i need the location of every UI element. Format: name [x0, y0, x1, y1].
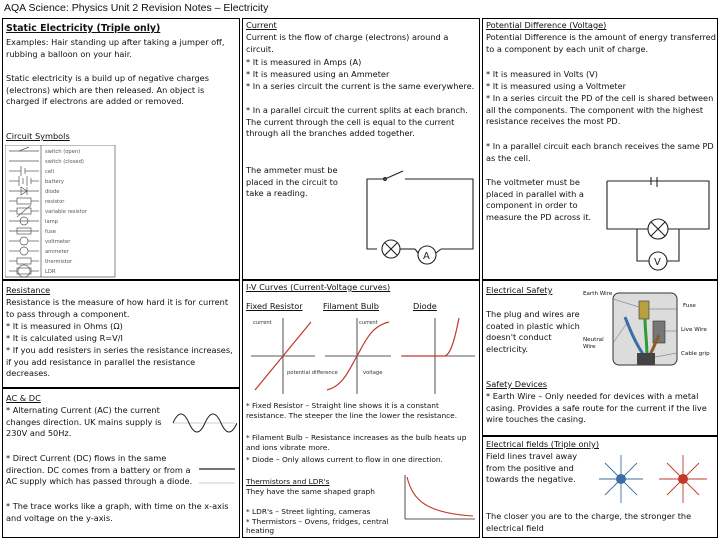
plug-label: Earth Wire — [583, 291, 613, 297]
fields-desc: Field lines travel away from the positive and towards the negative. — [486, 451, 578, 485]
axis-label: potential difference — [287, 370, 338, 376]
iv-bulb-label: Filament Bulb — [323, 301, 379, 311]
current-line: * It is measured using an Ammeter — [246, 69, 390, 79]
thermistor-desc: They have the same shaped graph — [246, 487, 375, 496]
dc-trace — [197, 459, 237, 489]
current-line: * It is measured in Amps (A) — [246, 57, 362, 67]
safety-heading: Electrical Safety — [486, 285, 553, 295]
axis-label: current — [253, 320, 272, 326]
diode-curve — [403, 318, 459, 356]
symbol-labels — [45, 149, 88, 275]
static-examples: Examples: Hair standing up after taking a jumper off, rubbing a balloon on your hair. — [6, 37, 225, 59]
pd-panel — [482, 18, 718, 280]
symbol-label: resistor — [45, 199, 65, 205]
ammeter-circuit — [363, 169, 479, 277]
voltmeter-label: V — [654, 257, 661, 268]
circuit-symbols-heading: Circuit Symbols — [6, 131, 70, 141]
resistance-line: * It is measured in Ohms (Ω) — [6, 321, 123, 331]
thermistor-uses: * LDR's – Street lighting, cameras * Thermistors – Ovens, fridges, central heating — [246, 507, 389, 536]
pd-line: * In a series circuit the PD of the cell is shared between all the components. The component with the highest resistance receives the most PD. — [486, 93, 714, 127]
acdc-dc: * Direct Current (DC) flows in the same direction. DC comes from a battery or from a AC supply which has passed through a diode. — [6, 453, 193, 487]
plug-label: Cable grip — [681, 351, 710, 357]
current-line: * In a parallel circuit the current splits at each branch. The current through the cell is equal to the current through all the branches added together. — [246, 105, 468, 139]
symbol-label: battery — [45, 179, 64, 185]
iv-note: * Fixed Resistor – Straight line shows it is a constant resistance. The steeper the line the lower the resistance. — [246, 401, 458, 420]
safety-devices-heading: Safety Devices — [486, 379, 548, 389]
symbol-label: fuse — [45, 229, 57, 235]
circuit-symbols-table — [5, 145, 239, 279]
iv-note: * Diode – Only allows current to flow in one direction. — [246, 455, 443, 464]
plug-label: Live Wire — [681, 327, 707, 333]
static-panel — [2, 18, 240, 280]
iv-panel — [242, 280, 480, 538]
voltmeter-circuit — [601, 177, 715, 277]
thermistor-heading: Thermistors and LDR's — [246, 477, 330, 486]
resistance-panel — [2, 280, 240, 388]
pd-line: * In a parallel circuit each branch receives the same PD as the cell. — [486, 141, 714, 163]
iv-graphs — [245, 314, 477, 398]
thermistor-graph — [401, 473, 477, 523]
safety-devices-desc: * Earth Wire – Only needed for devices with a metal casing. Provides a safe route for the current if the live wire touches the casing. — [486, 391, 707, 425]
safety-desc: The plug and wires are coated in plastic which doesn't conduct electricity. — [486, 309, 580, 354]
symbol-label: LDR — [45, 269, 56, 275]
symbol-label: variable resistor — [45, 209, 87, 215]
symbol-label: diode — [45, 189, 60, 195]
page-title: AQA Science: Physics Unit 2 Revision Notes – Electricity — [4, 2, 269, 14]
symbol-label: lamp — [45, 219, 58, 225]
iv-heading: I-V Curves (Current-Voltage curves) — [246, 282, 391, 292]
fields-closer: The closer you are to the charge, the stronger the electrical field — [486, 511, 692, 533]
acdc-heading: AC & DC — [6, 393, 41, 403]
iv-diode-label: Diode — [413, 301, 437, 311]
fields-panel — [482, 436, 718, 538]
ammeter-note: The ammeter must be placed in the circuit to take a reading. — [246, 165, 338, 199]
pd-line: * It is measured using a Voltmeter — [486, 81, 626, 91]
pd-line: Potential Difference is the amount of energy transferred to a component by each unit of charge. — [486, 32, 716, 54]
resistance-line: Resistance is the measure of how hard it is for current to pass through a component. — [6, 297, 229, 319]
current-panel — [242, 18, 480, 280]
pd-line: * It is measured in Volts (V) — [486, 69, 598, 79]
fields-heading: Electrical fields (Triple only) — [486, 439, 600, 449]
symbol-label: switch (open) — [45, 149, 81, 155]
axis-label: voltage — [363, 370, 383, 376]
current-heading: Current — [246, 20, 277, 30]
pd-heading: Potential Difference (Voltage) — [486, 20, 607, 30]
current-line: * In a series circuit the current is the same everywhere. — [246, 81, 475, 91]
safety-panel — [482, 280, 718, 436]
symbol-label: thermistor — [45, 259, 73, 265]
current-line: Current is the flow of charge (electrons) around a circuit. — [246, 32, 449, 54]
acdc-ac: * Alternating Current (AC) the current changes direction. UK mains supply is 230V and 50Hz. — [6, 405, 162, 439]
symbol-label: cell — [45, 169, 54, 175]
symbol-label: switch (closed) — [45, 159, 84, 165]
resistance-line: * It is calculated using R=V/I — [6, 333, 123, 343]
iv-fixed-label: Fixed Resistor — [246, 301, 303, 311]
symbol-label: ammeter — [45, 249, 69, 255]
ammeter-label: A — [423, 251, 430, 262]
axis-label: current — [359, 320, 378, 326]
static-heading: Static Electricity (Triple only) — [6, 23, 161, 34]
acdc-trace: * The trace works like a graph, with time on the x-axis and voltage on the y-axis. — [6, 501, 229, 523]
acdc-panel — [2, 388, 240, 538]
field-lines-diagram — [595, 451, 717, 507]
ac-trace — [171, 403, 237, 443]
voltmeter-note: The voltmeter must be placed in parallel with a component in order to measure the PD across it. — [486, 177, 592, 222]
resistance-line: * If you add resisters in series the resistance increases, if you add resistance in parallel the resistance decreases. — [6, 345, 233, 379]
plug-label: Fuse — [683, 303, 696, 309]
resistance-heading: Resistance — [6, 285, 51, 295]
symbol-label: voltmeter — [45, 239, 71, 245]
plug-label: Neutral Wire — [583, 337, 604, 350]
iv-note: * Filament Bulb – Resistance increases as the bulb heats up and ions vibrate more. — [246, 433, 467, 452]
plug-diagram — [583, 287, 717, 371]
static-desc: Static electricity is a build up of negative charges (electrons) which are then released. An object is charged if electrons are added or removed. — [6, 73, 209, 107]
